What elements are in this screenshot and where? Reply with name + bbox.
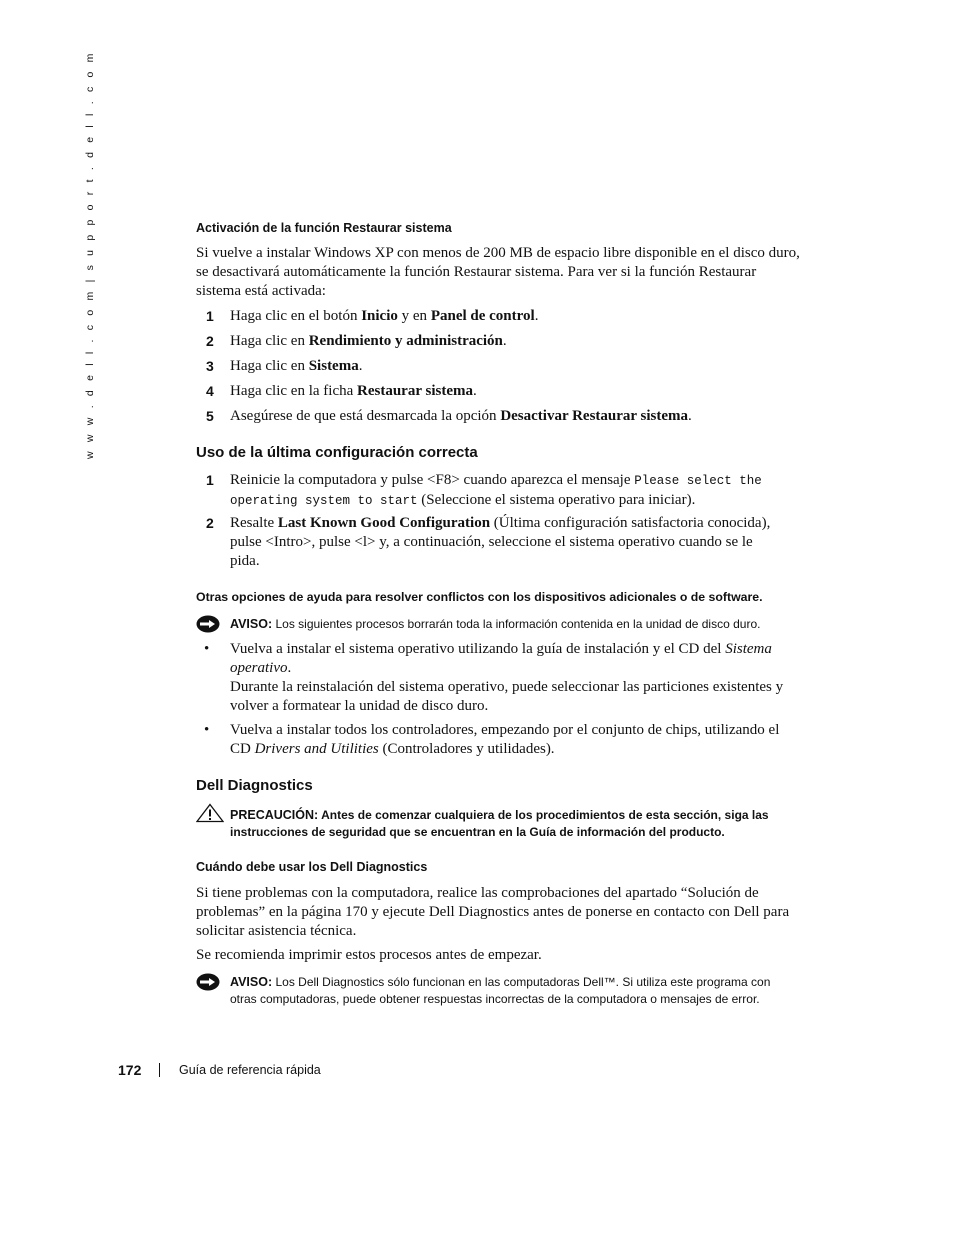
para-line: solicitar asistencia técnica. <box>196 923 357 939</box>
step-line <box>230 514 816 533</box>
step-bold: Restaurar sistema <box>357 383 473 399</box>
caution-line: instrucciones de seguridad que se encuentran en la Guía de información del producto. <box>230 825 725 839</box>
notice-body: Los Dell Diagnostics sólo funcionan en las computadoras Dell™. Si utiliza este programa con <box>272 975 771 989</box>
bullet-line: volver a formatear la unidad de disco duro. <box>230 698 489 714</box>
step-text-a: Asegúrese de que está desmarcada la opción <box>230 408 501 424</box>
message-code: Please select the <box>634 474 762 488</box>
bullet-text-a: CD <box>230 741 255 757</box>
side-url-text: w w w . d e l l . c o m | s u p p o r t . d e l l . c o m <box>84 50 96 459</box>
bullet: • <box>204 722 210 738</box>
notice-text <box>230 616 816 633</box>
step-line <box>230 471 816 491</box>
step-text <box>230 407 816 426</box>
step-bold: Desactivar Restaurar sistema <box>500 408 689 424</box>
step-text <box>230 382 816 401</box>
paragraph-imprimir: Se recomienda imprimir estos procesos antes de empezar. <box>196 947 542 963</box>
step-text-a: Resalte <box>230 515 278 531</box>
caution-body: Antes de comenzar cualquiera de los procedimientos de esta sección, siga las <box>318 808 769 822</box>
paragraph-restaurar-intro <box>196 244 816 301</box>
step-line: pida. <box>230 553 260 569</box>
heading-restaurar-sistema: Activación de la función Restaurar sistema <box>196 221 452 235</box>
notice-text <box>230 974 816 1008</box>
bullet-italic: operativo <box>230 660 288 676</box>
step-text <box>230 332 816 351</box>
bullet-italic: Drivers and Utilities <box>254 741 379 757</box>
bullet-line <box>230 640 816 659</box>
step-number: 1 <box>206 472 214 488</box>
heading-dell-diagnostics: Dell Diagnostics <box>196 777 313 794</box>
paragraph-diagnostics-intro <box>196 884 816 941</box>
notice-hand-icon <box>196 614 222 634</box>
step-bold: Last Known Good Configuration <box>277 515 491 531</box>
footer-divider <box>159 1063 160 1077</box>
step-bold: Rendimiento y administración <box>308 333 503 349</box>
bullet-text <box>230 640 816 716</box>
caution-label: PRECAUCIÓN: <box>230 808 319 822</box>
notice-body: Los siguientes procesos borrarán toda la información contenida en la unidad de disco duro. <box>272 617 761 631</box>
caution-text <box>230 807 816 841</box>
bullet-text <box>230 721 816 759</box>
para-line: sistema está activada: <box>196 283 326 299</box>
step-number: 2 <box>206 515 214 531</box>
step-bold-panel: Panel de control <box>430 308 535 324</box>
footer-title: Guía de referencia rápida <box>179 1063 321 1077</box>
para-line: problemas” en la página 170 y ejecute Dell Diagnostics antes de ponerse en contacto con Dell para <box>196 904 790 920</box>
notice-line <box>230 974 816 991</box>
bullet-line <box>230 659 816 678</box>
step-text <box>230 307 816 326</box>
step-text-b: (Seleccione el sistema operativo para iniciar). <box>417 492 696 508</box>
bullet-text-b: (Controladores y utilidades). <box>378 741 555 757</box>
step-bold: Sistema <box>308 358 359 374</box>
para-line: Si tiene problemas con la computadora, realice las comprobaciones del apartado “Solución de <box>196 885 759 901</box>
bullet-text-a: Vuelva a instalar el sistema operativo utilizando la guía de instalación y el CD del <box>230 641 726 657</box>
step-text-a: Haga clic en el botón <box>230 308 362 324</box>
message-code: operating system to start <box>230 494 418 508</box>
bullet-text-b: . <box>287 660 292 676</box>
step-text <box>230 471 816 511</box>
bullet-line <box>230 740 816 759</box>
heading-ultima-configuracion: Uso de la última configuración correcta <box>196 444 478 461</box>
para-line: Si vuelve a instalar Windows XP con menos de 200 MB de espacio libre disponible en el disco duro, <box>196 245 800 261</box>
step-text <box>230 514 816 571</box>
step-text-c: y en <box>397 308 431 324</box>
step-text-b: (Última configuración satisfactoria conocida), <box>490 515 771 531</box>
step-number: 5 <box>206 408 214 424</box>
heading-cuando-usar: Cuándo debe usar los Dell Diagnostics <box>196 860 428 874</box>
step-number: 3 <box>206 358 214 374</box>
bullet-italic: Sistema <box>725 641 772 657</box>
step-text-e: . <box>534 308 539 324</box>
notice-label: AVISO: <box>230 617 273 631</box>
step-text-c: . <box>502 333 507 349</box>
step-bold-inicio: Inicio <box>361 308 398 324</box>
step-text-c: . <box>358 358 363 374</box>
caution-line <box>230 807 816 824</box>
step-number: 2 <box>206 333 214 349</box>
step-text-a: Haga clic en <box>230 333 309 349</box>
notice-label: AVISO: <box>230 975 273 989</box>
step-text-a: Reinicie la computadora y pulse <F8> cuando aparezca el mensaje <box>230 472 635 488</box>
bullet-line: Durante la reinstalación del sistema operativo, puede seleccionar las particiones existentes y <box>230 679 784 695</box>
heading-otras-opciones: Otras opciones de ayuda para resolver conflictos con los dispositivos adicionales o de software. <box>196 590 763 604</box>
notice-line: otras computadoras, puede obtener respuestas incorrectas de la computadora o mensajes de error. <box>230 992 760 1006</box>
side-url-vertical <box>78 50 102 459</box>
step-text-c: . <box>688 408 692 424</box>
step-text-c: . <box>472 383 477 399</box>
step-text-a: Haga clic en la ficha <box>230 383 358 399</box>
notice-hand-icon <box>196 972 222 992</box>
para-line: se desactivará automáticamente la función Restaurar sistema. Para ver si la función Restaurar <box>196 264 757 280</box>
step-text-a: Haga clic en <box>230 358 309 374</box>
page-number: 172 <box>118 1062 142 1078</box>
caution-triangle-icon <box>196 803 224 823</box>
step-line <box>230 491 816 511</box>
step-number: 4 <box>206 383 214 399</box>
step-line: pulse <Intro>, pulse <l> y, a continuación, seleccione el sistema operativo cuando se le <box>230 534 753 550</box>
step-text <box>230 357 816 376</box>
bullet: • <box>204 641 210 657</box>
step-number: 1 <box>206 308 214 324</box>
bullet-line: Vuelva a instalar todos los controladores, empezando por el conjunto de chips, utilizando el <box>230 722 780 738</box>
